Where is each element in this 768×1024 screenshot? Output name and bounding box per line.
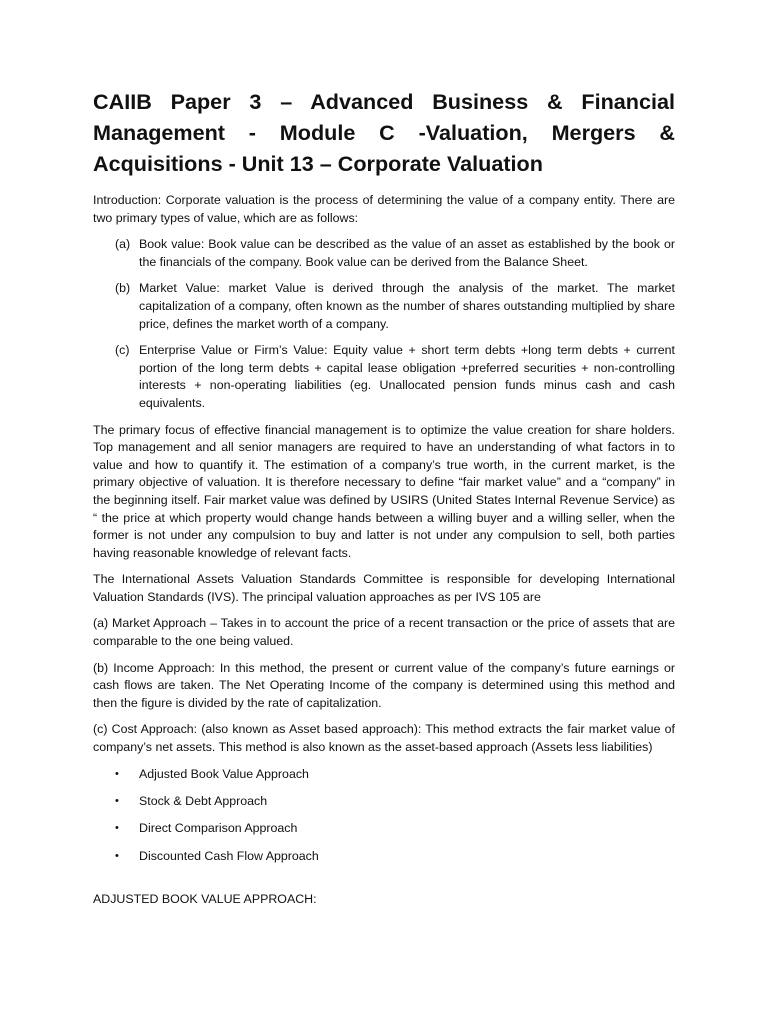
intro-paragraph: Introduction: Corporate valuation is the process of determining the value of a company entity. There are two primary types of value, which are as follows: [93, 193, 675, 225]
document-page [93, 86, 675, 909]
list-item-text: Direct Comparison Approach [139, 821, 298, 836]
list-item-market-value [93, 280, 675, 333]
list-marker: (a) [115, 237, 131, 252]
list-item [93, 848, 675, 866]
bullet-icon: • [115, 767, 119, 780]
list-marker: (b) [115, 281, 131, 296]
list-item-text: Enterprise Value or Firm’s Value: Equity value + short term debts +long term debts + current portion of the long term debts + capital lease obligation +preferred securities + non-controlling interests + non-operating liabilities (eg. Unallocated pension funds minus cash and cash equivalents. [139, 343, 675, 410]
list-item-book-value [93, 236, 675, 271]
list-item-text: Market Value: market Value is derived through the analysis of the market. The market capitalization of a company, often known as the number of shares outstanding multiplied by share price, defines the market worth of a company. [139, 281, 675, 331]
section-heading: ADJUSTED BOOK VALUE APPROACH: [93, 892, 317, 907]
bullet-icon: • [115, 822, 119, 835]
ivs-paragraph: The International Assets Valuation Standards Committee is responsible for developing International Valuation Standards (IVS). The principal valuation approaches as per IVS 105 are [93, 572, 675, 604]
list-item-text: Discounted Cash Flow Approach [139, 848, 319, 863]
list-item-text: Adjusted Book Value Approach [139, 766, 309, 781]
list-item [93, 793, 675, 811]
list-item [93, 766, 675, 784]
bullet-icon: • [115, 795, 119, 808]
list-item-text: Stock & Debt Approach [139, 794, 268, 809]
value-types-list [93, 236, 675, 412]
list-item-text: Book value: Book value can be described as the value of an asset as established by the book or the financials of the company. Book value can be derived from the Balance Sheet. [139, 237, 675, 269]
market-approach-paragraph: (a) Market Approach – Takes in to account the price of a recent transaction or the price of assets that are comparable to the one being valued. [93, 616, 675, 649]
cost-methods-list [93, 766, 675, 866]
focus-paragraph: The primary focus of effective financial management is to optimize the value creation for share holders. Top management and all senior managers are required to have an understanding of what factors in to value and how to quantify it. The estimation of a company’s true worth, in the current market, is the primary objective of valuation. It is therefore necessary to define “fair market value” and a “company” in the beginning itself. Fair market value was defined by USIRS (United States Internal Revenue Service) as “ the price at which property would change hands between a willing buyer and a willing seller, when the former is not under any compulsion to buy and latter is not under any compulsion to sell, both parties having reasonable knowledge of relevant facts. [93, 422, 675, 560]
bullet-icon: • [115, 849, 119, 862]
list-marker: (c) [115, 343, 130, 358]
list-item [93, 820, 675, 838]
document-title: CAIIB Paper 3 – Advanced Business & Financial Management - Module C -Valuation, Mergers & Acquisitions - Unit 13 – Corporate Valuation [93, 89, 675, 176]
list-item-enterprise-value [93, 342, 675, 412]
income-approach-paragraph: (b) Income Approach: In this method, the present or current value of the company’s future earnings or cash flows are taken. The Net Operating Income of the company is determined using this method and then the figure is divided by the rate of capitalization. [93, 660, 675, 710]
cost-approach-paragraph: (c) Cost Approach: (also known as Asset based approach): This method extracts the fair market value of company’s net assets. This method is also known as the asset-based approach (Assets less liabilities) [93, 722, 675, 755]
